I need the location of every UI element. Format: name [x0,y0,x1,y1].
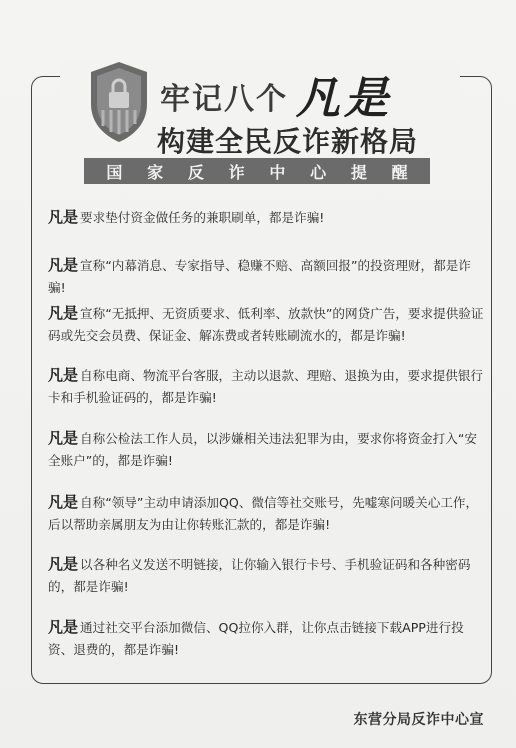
warning-item [48,491,488,536]
warning-item [48,427,488,472]
warning-item [48,254,488,299]
item-lead: 凡是 [48,256,79,274]
banner-char: 反 [187,162,204,182]
warning-item [48,364,488,409]
banner-char: 醒 [391,162,408,182]
banner-char: 家 [147,162,164,182]
warning-item [48,302,488,347]
warning-item [48,553,488,598]
item-text: 要求垫付资金做任务的兼职刷单，都是诈骗! [80,210,325,225]
banner-char: 提 [350,162,367,182]
item-text: 宣称“无抵押、无资质要求、低利率、放款快”的网贷广告，要求提供验证码或先交会员费、保证金、解冻费或者转账刷流水的，都是诈骗! [48,306,484,343]
banner-char: 心 [310,162,327,182]
banner-char: 诈 [228,162,245,182]
item-text: 自称公检法工作人员，以涉嫌相关违法犯罪为由，要求你将资金打入“安全账户”的，都是诈骗! [48,431,477,468]
item-lead: 凡是 [48,493,79,511]
item-lead: 凡是 [48,208,79,226]
warning-item [48,206,488,229]
banner-char: 国 [106,162,123,182]
item-text: 自称“领导”主动申请添加QQ、微信等社交账号，先嘘寒问暖关心工作，后以帮助亲属朋友为由让你转账汇款的，都是诈骗! [48,495,479,532]
reminder-banner [84,158,430,184]
item-lead: 凡是 [48,555,79,573]
item-lead: 凡是 [48,429,79,447]
title-emphasis: 凡是 [296,73,392,124]
item-text: 宣称“内幕消息、专家指导、稳赚不赔、高额回报”的投资理财，都是诈骗! [48,258,471,295]
title-line-1 [160,62,392,126]
title-line-1-text: 牢记八个 [160,82,288,117]
item-text: 自称电商、物流平台客服，主动以退款、理赔、退换为由，要求提供银行卡和手机验证码的，都是诈骗! [48,368,484,405]
warning-item [48,616,488,661]
item-lead: 凡是 [48,304,79,322]
issuer-signature: 东营分局反诈中心宣 [353,712,484,728]
item-text: 以各种名义发送不明链接，让你输入银行卡号、手机验证码和各种密码的，都是诈骗! [48,557,471,594]
title-line-2: 构建全民反诈新格局 [157,125,419,158]
item-text: 通过社交平台添加微信、QQ拉你入群，让你点击链接下载APP进行投资、退费的，都是诈骗! [48,620,464,657]
shield-lock-icon [87,60,151,144]
item-lead: 凡是 [48,618,79,636]
item-lead: 凡是 [48,366,79,384]
banner-char: 中 [269,162,286,182]
